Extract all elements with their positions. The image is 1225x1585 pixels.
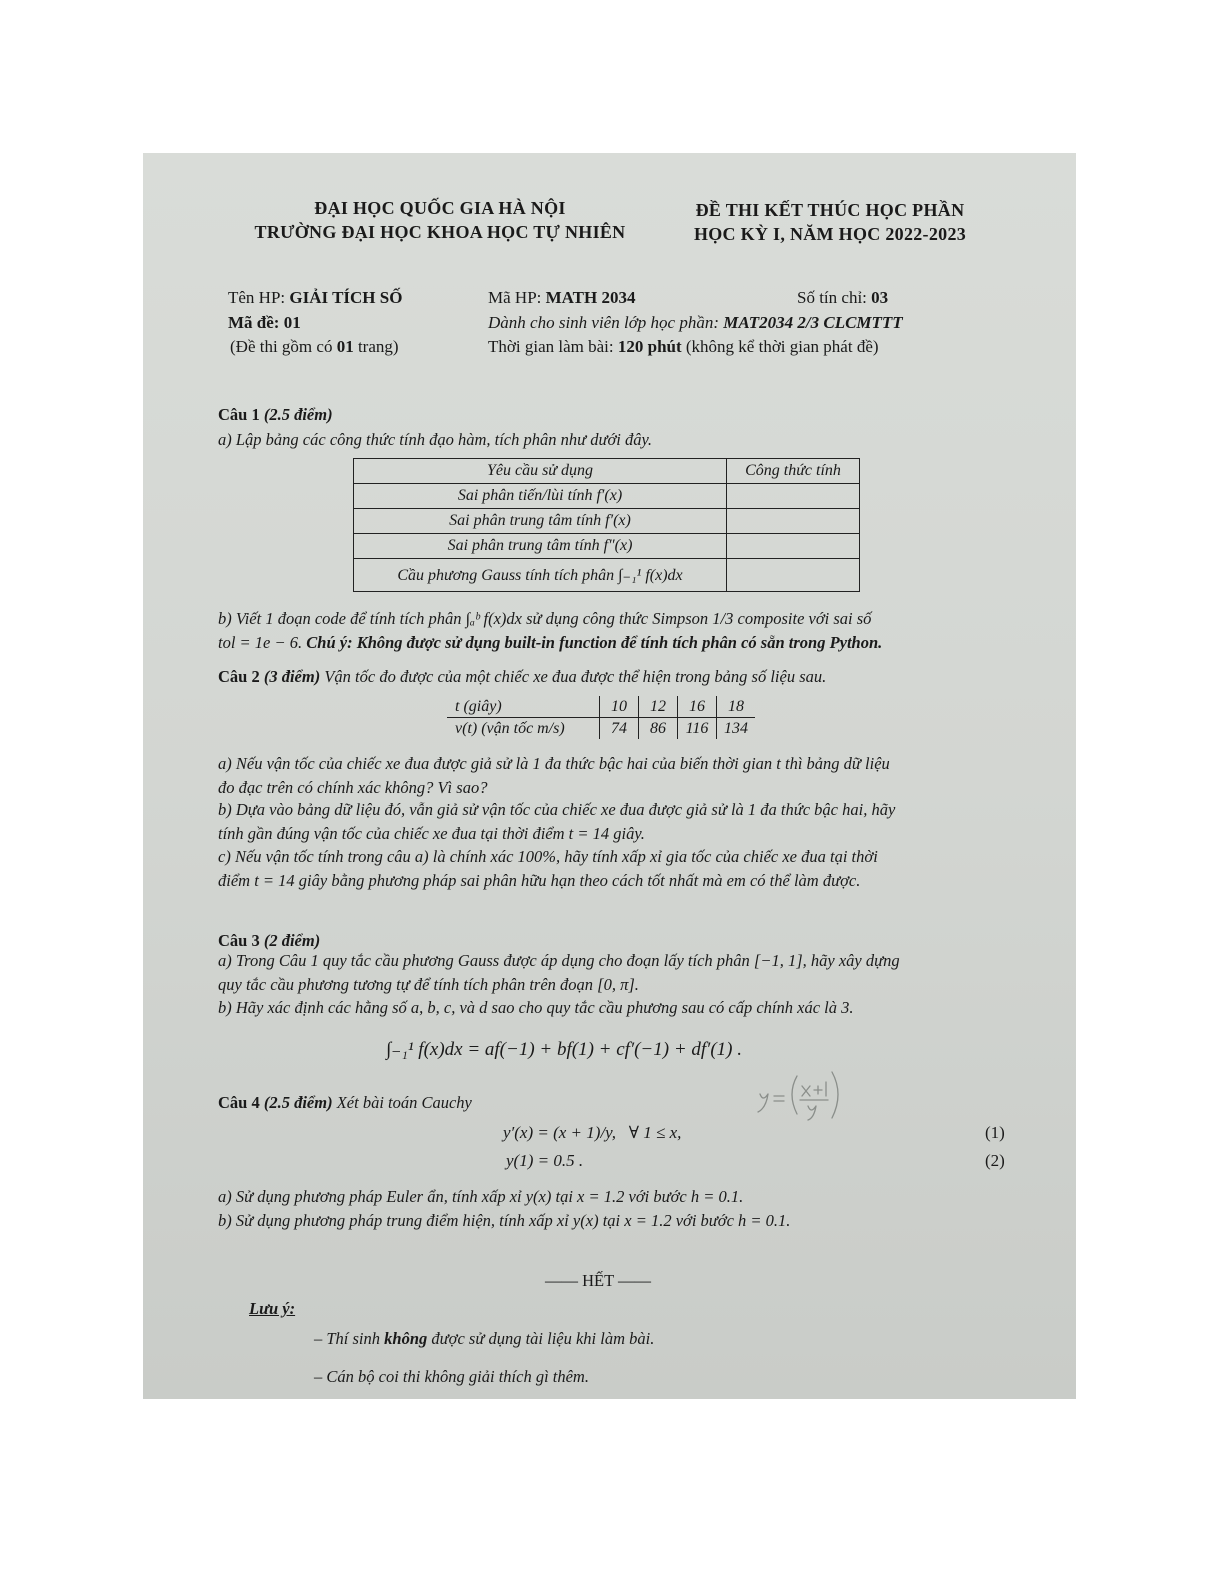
q1-part-b-line1: b) Viết 1 đoạn code để tính tích phân ∫ₐᵇ f(x)dx sử dụng công thức Simpson 1/3 composite với sai số <box>218 609 872 628</box>
exam-code: 01 <box>283 313 301 332</box>
q4-part-a: a) Sử dụng phương pháp Euler ẩn, tính xấp xỉ y(x) tại x = 1.2 với bước h = 0.1. <box>218 1187 744 1206</box>
table-cell-empty <box>727 534 860 559</box>
q2-intro: Vận tốc đo được của một chiếc xe đua được thể hiện trong bảng số liệu sau. <box>324 667 827 686</box>
credits-row <box>797 288 888 308</box>
q2-title: Câu 2 <box>218 667 260 686</box>
pages-post: trang) <box>357 337 399 356</box>
table-row <box>354 559 860 592</box>
table-row <box>354 484 860 509</box>
q3-formula: ∫₋₁¹ f(x)dx = af(−1) + bf(1) + cf′(−1) + df′(1) . <box>386 1039 742 1060</box>
exam-code-label: Mã đề: <box>228 313 280 332</box>
exam-title: ĐỀ THI KẾT THÚC HỌC PHẦN <box>695 200 965 220</box>
credits-label: Số tín chỉ: <box>797 288 867 307</box>
q1-tol: tol = 1e − 6. <box>218 633 303 652</box>
table-cell: Sai phân trung tâm tính f″(x) <box>354 534 727 559</box>
table-cell: 16 <box>678 696 717 718</box>
exam-code-row <box>228 313 301 333</box>
course-name-label: Tên HP: <box>228 288 286 307</box>
table-header-formula: Công thức tính <box>727 459 860 484</box>
table-row <box>354 459 860 484</box>
q1-note: Chú ý: Không được sử dụng built-in function để tính tích phân có sẵn trong Python. <box>306 633 883 652</box>
note-1-bold: không <box>384 1329 428 1348</box>
table-cell: Cầu phương Gauss tính tích phân ∫₋₁¹ f(x)dx <box>354 559 727 592</box>
v-label: v(t) (vận tốc m/s) <box>455 719 565 737</box>
q4-title: Câu 4 <box>218 1093 260 1112</box>
q1-part-a: a) Lập bảng các công thức tính đạo hàm, tích phân như dưới đây. <box>218 430 653 449</box>
table-cell-empty <box>727 484 860 509</box>
formula-table <box>353 458 860 592</box>
pages-pre: (Đề thi gồm có <box>230 337 333 356</box>
time-note: (không kể thời gian phát đề) <box>685 337 879 356</box>
q3-part-a-line2: quy tắc cầu phương tương tự để tính tích phân trên đoạn [0, π]. <box>218 975 639 994</box>
table-cell: Sai phân trung tâm tính f′(x) <box>354 509 727 534</box>
table-cell: 12 <box>639 696 678 718</box>
q4-eq1: y′(x) = (x + 1)/y, ∀ 1 ≤ x, <box>503 1123 682 1142</box>
table-cell: 116 <box>678 718 717 740</box>
time-label: Thời gian làm bài: <box>488 337 614 356</box>
q4-intro: Xét bài toán Cauchy <box>336 1093 472 1112</box>
q1-part-b-line2 <box>218 631 882 655</box>
audience-label: Dành cho sinh viên lớp học phần: <box>488 313 719 332</box>
q4-title-row <box>218 1091 472 1115</box>
course-code-row <box>488 288 636 308</box>
note-2: – Cán bộ coi thi không giải thích gì thêm. <box>314 1367 589 1386</box>
course-code-label: Mã HP: <box>488 288 542 307</box>
semester-line: HỌC KỲ I, NĂM HỌC 2022-2023 <box>693 224 967 244</box>
course-code: MATH 2034 <box>545 288 636 307</box>
university-name: ĐẠI HỌC QUỐC GIA HÀ NỘI <box>314 198 566 218</box>
velocity-table <box>447 696 755 739</box>
q2-part-b-line1: b) Dựa vào bảng dữ liệu đó, vẫn giả sử vận tốc của chiếc xe đua được giả sử là 1 đa thức bậc hai, hãy <box>218 800 896 819</box>
end-mark: —— HẾT —— <box>545 1271 652 1290</box>
q1-points: (2.5 điểm) <box>263 405 333 424</box>
time-value: 120 phút <box>617 337 682 356</box>
table-cell: 10 <box>600 696 639 718</box>
credits: 03 <box>871 288 889 307</box>
q2-part-a-line1: a) Nếu vận tốc của chiếc xe đua được giả sử là 1 đa thức bậc hai của biến thời gian t thì bảng dữ liệu <box>218 754 890 773</box>
table-cell: Sai phân tiến/lùi tính f′(x) <box>354 484 727 509</box>
audience: MAT2034 2/3 CLCMTTT <box>723 313 903 332</box>
table-cell: 86 <box>639 718 678 740</box>
table-row <box>354 509 860 534</box>
q2-part-a-line2: đo đạc trên có chính xác không? Vì sao? <box>218 778 488 797</box>
q2-title-row <box>218 665 826 689</box>
q4-points: (2.5 điểm) <box>263 1093 333 1112</box>
course-name-row <box>228 288 402 308</box>
note-1-post: được sử dụng tài liệu khi làm bài. <box>431 1329 655 1348</box>
note-1-pre: – Thí sinh <box>314 1329 381 1348</box>
course-name: GIẢI TÍCH SỐ <box>289 288 403 307</box>
table-row <box>447 718 755 740</box>
q3-title: Câu 3 <box>218 931 260 950</box>
pages-row <box>230 337 399 357</box>
q4-eq2: y(1) = 0.5 . <box>506 1151 584 1170</box>
table-row <box>354 534 860 559</box>
q2-part-c-line2: điểm t = 14 giây bằng phương pháp sai phân hữu hạn theo cách tốt nhất mà em có thể làm được. <box>218 871 861 890</box>
table-row <box>447 696 755 718</box>
q1-title-row <box>218 403 333 427</box>
note-title: Lưu ý: <box>249 1299 296 1318</box>
q2-points: (3 điểm) <box>263 667 321 686</box>
table-header-requirement: Yêu cầu sử dụng <box>354 459 727 484</box>
handwritten-note <box>752 1068 847 1123</box>
table-cell-empty <box>727 509 860 534</box>
q2-part-b-line2: tính gần đúng vận tốc của chiếc xe đua tại thời điểm t = 14 giây. <box>218 824 645 843</box>
q3-part-b: b) Hãy xác định các hằng số a, b, c, và d sao cho quy tắc cầu phương sau có cấp chính xác là 3. <box>218 998 854 1017</box>
faculty-name: TRƯỜNG ĐẠI HỌC KHOA HỌC TỰ NHIÊN <box>254 222 626 242</box>
pages-count: 01 <box>336 337 354 356</box>
audience-row <box>488 313 903 333</box>
q4-eq2-number: (2) <box>985 1151 1005 1170</box>
table-cell: 18 <box>717 696 756 718</box>
q3-part-a-line1: a) Trong Câu 1 quy tắc cầu phương Gauss được áp dụng cho đoạn lấy tích phân [−1, 1], hãy xây dựng <box>218 951 900 970</box>
q1-title: Câu 1 <box>218 405 260 424</box>
note-1 <box>314 1327 654 1351</box>
t-label: t (giây) <box>447 696 600 718</box>
table-cell: 134 <box>717 718 756 740</box>
time-row <box>488 337 879 357</box>
q2-part-c-line1: c) Nếu vận tốc tính trong câu a) là chính xác 100%, hãy tính xấp xỉ gia tốc của chiếc xe đua tại thời <box>218 847 878 866</box>
q4-part-b: b) Sử dụng phương pháp trung điểm hiện, tính xấp xỉ y(x) tại x = 1.2 với bước h = 0.1. <box>218 1211 791 1230</box>
table-cell: 74 <box>600 718 639 740</box>
q3-points: (2 điểm) <box>263 931 321 950</box>
q4-eq1-number: (1) <box>985 1123 1005 1142</box>
table-cell-empty <box>727 559 860 592</box>
